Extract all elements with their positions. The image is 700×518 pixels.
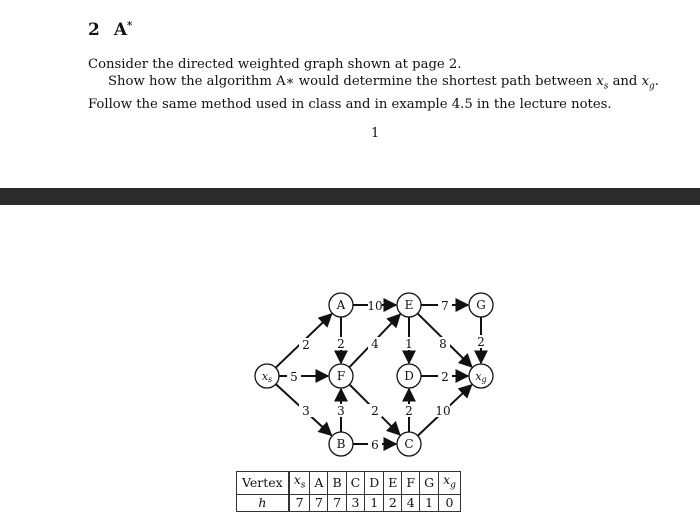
table-h-cell: 7 bbox=[328, 494, 346, 511]
edge-E-xg bbox=[418, 313, 472, 366]
table-vertex-cell: D bbox=[365, 472, 384, 495]
edge-weight-label: 2 bbox=[441, 370, 449, 384]
edge-weight-label: 2 bbox=[302, 338, 310, 352]
node-E bbox=[397, 293, 421, 317]
node-label: D bbox=[404, 369, 414, 383]
edge-weight-label: 2 bbox=[405, 404, 413, 418]
page-divider bbox=[0, 188, 700, 205]
node-label: xs bbox=[261, 370, 273, 384]
table-vertex-cell: $x_s$ bbox=[289, 472, 310, 495]
table-h-cell: 3 bbox=[346, 494, 365, 511]
section-number: 2 bbox=[88, 20, 100, 40]
node-label: E bbox=[404, 298, 414, 312]
table-row-h bbox=[237, 494, 461, 511]
node-xg bbox=[469, 364, 493, 388]
node-G bbox=[469, 293, 493, 317]
node-F bbox=[329, 364, 353, 388]
table-h-cell: 7 bbox=[289, 494, 310, 511]
table-vertex-cell: A bbox=[310, 472, 328, 495]
table-vertex-cell: G bbox=[420, 472, 439, 495]
edge-xs-B bbox=[276, 384, 332, 435]
node-label: A bbox=[336, 298, 346, 312]
instruction-paragraph: Show how the algorithm A∗ would determine the shortest path between $x_s$ and $x_g$. Follow the same method used in class and in example 4.5 in the lecture notes. bbox=[88, 74, 659, 112]
edge-weight-label: 10 bbox=[435, 404, 451, 418]
edge-D-xg bbox=[421, 370, 468, 384]
edge-C-xg bbox=[418, 385, 472, 436]
edge-weight-label: 10 bbox=[367, 299, 383, 313]
edge-F-E bbox=[349, 314, 400, 367]
node-B bbox=[329, 432, 353, 456]
edge-weight-label: 2 bbox=[371, 404, 379, 418]
table-h-cell: 2 bbox=[384, 494, 402, 511]
edge-B-F bbox=[334, 389, 348, 432]
edge-weight-label: 4 bbox=[371, 337, 379, 351]
edge-weight-label: 2 bbox=[477, 335, 485, 349]
edge-E-D bbox=[402, 317, 416, 363]
node-xs bbox=[255, 364, 279, 388]
table-vertex-cell: C bbox=[346, 472, 365, 495]
heuristic-table bbox=[236, 471, 461, 512]
edge-C-D bbox=[402, 389, 416, 432]
edge-weight-label: 3 bbox=[337, 404, 345, 418]
section-heading bbox=[88, 20, 132, 40]
page-one-bottom bbox=[0, 0, 700, 188]
table-header-vertex: Vertex bbox=[237, 472, 289, 495]
page-number: 1 bbox=[371, 126, 380, 141]
node-label: G bbox=[476, 298, 486, 312]
node-label: C bbox=[404, 437, 414, 451]
edge-weight-label: 7 bbox=[441, 299, 449, 313]
edge-weight-label: 5 bbox=[290, 370, 298, 384]
node-C bbox=[397, 432, 421, 456]
table-h-cell: 1 bbox=[365, 494, 384, 511]
directed-weighted-graph bbox=[0, 205, 700, 470]
edge-weight-label: 3 bbox=[302, 404, 310, 418]
intro-paragraph: Consider the directed weighted graph shown at page 2. bbox=[88, 57, 462, 72]
edge-weight-label: 6 bbox=[371, 438, 379, 452]
table-h-cell: 7 bbox=[310, 494, 328, 511]
table-header-h: h bbox=[237, 494, 289, 511]
table-h-cell: 4 bbox=[402, 494, 420, 511]
edge-xs-F bbox=[279, 370, 328, 384]
section-title-star: * bbox=[127, 20, 133, 32]
edge-xs-A bbox=[276, 314, 332, 368]
table-vertex-cell: E bbox=[384, 472, 402, 495]
table-row-vertex bbox=[237, 472, 461, 495]
node-label: xg bbox=[475, 370, 487, 384]
edge-weight-label: 2 bbox=[337, 337, 345, 351]
edge-G-xg bbox=[474, 317, 488, 363]
table-h-cell: 0 bbox=[439, 494, 461, 511]
edge-weight-label: 8 bbox=[439, 337, 447, 351]
node-label: B bbox=[336, 437, 346, 451]
edge-A-E bbox=[353, 299, 396, 313]
edge-F-C bbox=[349, 384, 399, 434]
node-label: F bbox=[336, 369, 346, 383]
section-title: A bbox=[113, 20, 128, 40]
edge-E-G bbox=[421, 299, 468, 313]
node-A bbox=[329, 293, 353, 317]
edge-B-C bbox=[353, 438, 396, 452]
table-vertex-cell: B bbox=[328, 472, 346, 495]
edge-A-F bbox=[334, 317, 348, 363]
table-vertex-cell: $x_g$ bbox=[439, 472, 461, 495]
node-D bbox=[397, 364, 421, 388]
table-vertex-cell: F bbox=[402, 472, 420, 495]
edge-weight-label: 1 bbox=[405, 337, 413, 351]
table-h-cell: 1 bbox=[420, 494, 439, 511]
